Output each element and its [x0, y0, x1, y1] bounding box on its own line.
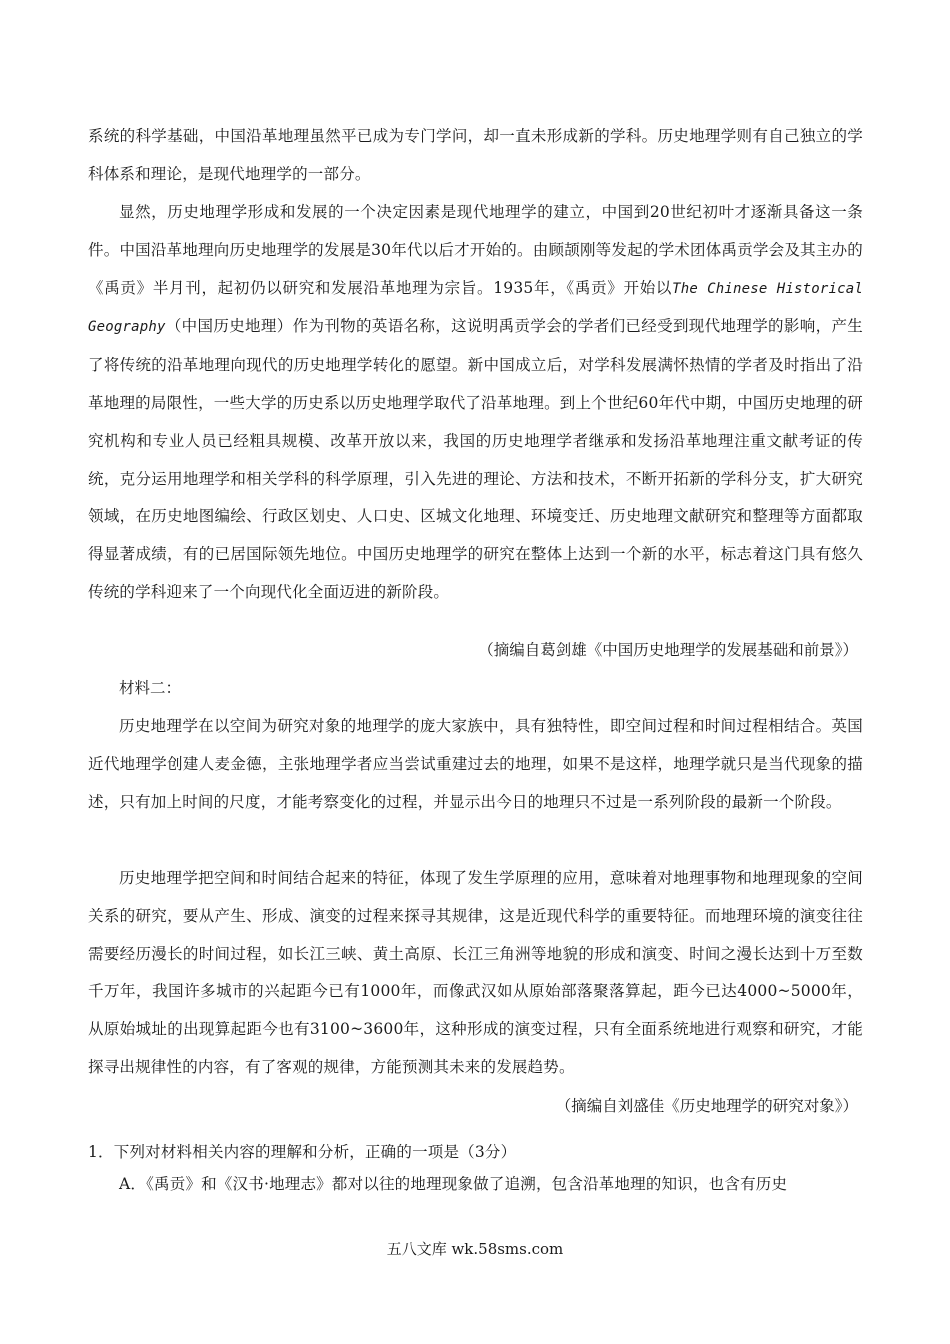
paragraph-4: 历史地理学把空间和时间结合起来的特征，体现了发生学原理的应用，意味着对地理事物和地理现象的空间关系的研究，要从产生、形成、演变的过程来探寻其规律，这是近现代科学的重要特征。而地理环境的演变往往需要经历漫长的时间过程，如长江三峡、黄土高原、长江三角洲等地貌的形成和演变、时间之漫长达到十万至数千万年，我国许多城市的兴起距今已有1000年，而像武汉如从原始部落聚落算起，距今已达4000~5000年，从原始城址的出现算起距今也有3100~3600年，这种形成的演变过程，只有全面系统地进行观察和研究，才能探寻出规律性的内容，有了客观的规律，方能预测其未来的发展趋势。 [88, 869, 863, 1076]
material-two-label: 材料二： [119, 679, 182, 697]
question-1-option-a: A．《禹贡》和《汉书·地理志》都对以往的地理现象做了追溯，包含沿革地理的知识，也含有历史 [119, 1175, 788, 1193]
paragraph-2 [88, 194, 863, 612]
source-citation-2: （摘编自刘盛佳《历史地理学的研究对象》） [555, 1097, 858, 1115]
question-1-stem: 1．下列对材料相关内容的理解和分析，正确的一项是（3分） [88, 1143, 517, 1161]
english-journal-title: The Chinese Historical Geography [88, 280, 863, 336]
paragraph-1: 系统的科学基础，中国沿革地理虽然平已成为专门学问，却一直未形成新的学科。历史地理学则有自己独立的学科体系和理论，是现代地理学的一部分。 [88, 127, 863, 183]
paragraph-3: 历史地理学在以空间为研究对象的地理学的庞大家族中，具有独特性，即空间过程和时间过程相结合。英国近代地理学创建人麦金德，主张地理学者应当尝试重建过去的地理，如果不是这样，地理学就只是当代现象的描述，只有加上时间的尺度，才能考察变化的过程，并显示出今日的地理只不过是一系列阶段的最新一个阶段。 [88, 717, 863, 811]
source-citation-1: （摘编自葛剑雄《中国历史地理学的发展基础和前景》） [478, 641, 858, 659]
footer-watermark: 五八文库 wk.58sms.com [386, 1240, 564, 1258]
paragraph-2-part-b: （中国历史地理）作为刊物的英语名称，这说明禹贡学会的学者们已经受到现代地理学的影响，产生了将传统的沿革地理向现代的历史地理学转化的愿望。新中国成立后，对学科发展满怀热情的学者及时指出了沿革地理的局限性，一些大学的历史系以历史地理学取代了沿革地理。到上个世纪60年代中期，中国历史地理的研究机构和专业人员已经粗具规模、改革开放以来，我国的历史地理学者继承和发扬沿革地理注重文献考证的传统，克分运用地理学和相关学科的科学原理，引入先进的理论、方法和技术，不断开拓新的学科分支，扩大研究领域，在历史地图编绘、行政区划史、人口史、区城文化地理、环境变迁、历史地理文献研究和整理等方面都取得显著成绩，有的已居国际领先地位。中国历史地理学的研究在整体上达到一个新的水平，标志着这门具有悠久传统的学科迎来了一个向现代化全面迈进的新阶段。 [88, 317, 863, 601]
paragraph-2-part-a: 显然，历史地理学形成和发展的一个决定因素是现代地理学的建立，中国到20世纪初叶才逐渐具备这一条件。中国沿革地理向历史地理学的发展是30年代以后才开始的。由顾颉刚等发起的学术团体禹贡学会及其主办的《禹贡》半月刊，起初仍以研究和发展沿革地理为宗旨。1935年，《禹贡》开始以 [88, 203, 863, 297]
